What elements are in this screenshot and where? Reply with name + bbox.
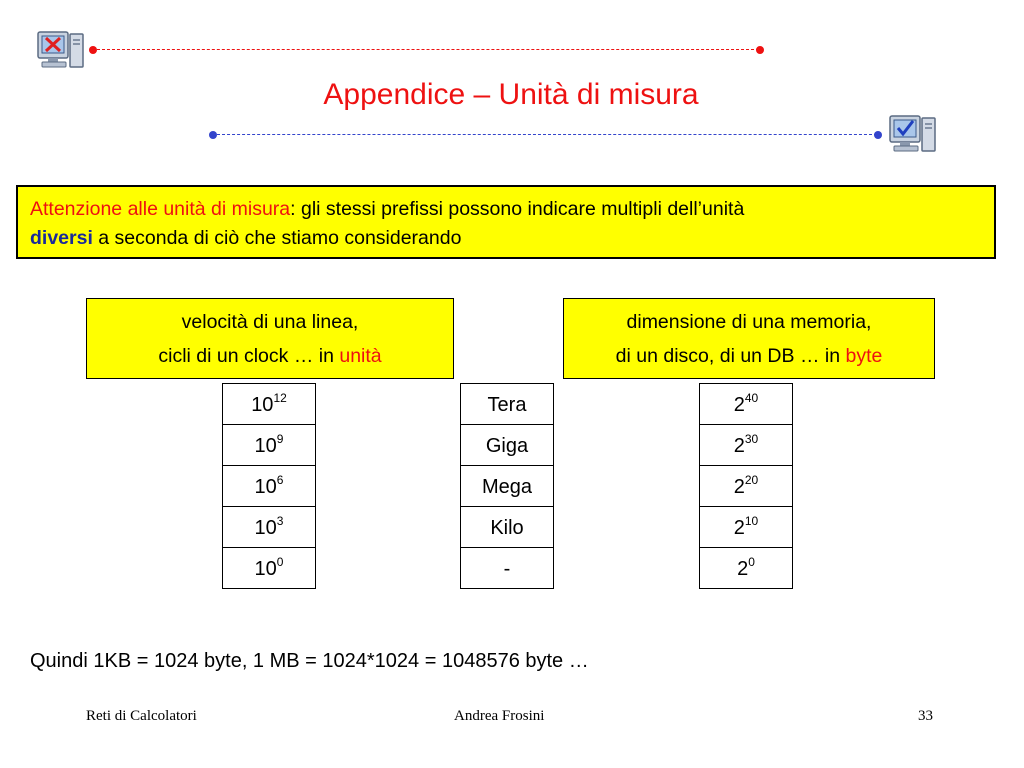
- footer-author: Andrea Frosini: [454, 708, 545, 724]
- decimal-cell: $10^3$: [222, 506, 316, 548]
- top-divider: [97, 49, 759, 50]
- divider-dot-right: [756, 46, 764, 54]
- notice-colon: :: [290, 198, 296, 220]
- decimal-cell: $10^0$: [222, 547, 316, 589]
- page-number: 33: [918, 708, 933, 724]
- binary-cell: $2^{20}$: [699, 465, 793, 507]
- line-speed-line1: velocità di una linea,: [181, 311, 359, 333]
- slide-title: Appendice – Unità di misura: [323, 78, 699, 111]
- summary-text: Quindi 1KB = 1024 byte, 1 MB = 1024*1024 = 1048576 byte …: [30, 650, 589, 672]
- decimal-cell: $10^9$: [222, 424, 316, 466]
- divider-dot-right: [874, 131, 882, 139]
- footer-course: Reti di Calcolatori: [86, 708, 197, 724]
- memory-size-unit: byte: [845, 345, 883, 367]
- binary-cell: $2^{40}$: [699, 383, 793, 425]
- binary-cell: $2^{30}$: [699, 424, 793, 466]
- binary-column: [699, 383, 793, 589]
- binary-cell: $2^0$: [699, 547, 793, 589]
- notice-text-1: gli stessi prefissi possono indicare multipli dell’unità: [295, 198, 745, 220]
- decimal-column: [222, 383, 316, 589]
- memory-size-box: [563, 298, 935, 379]
- line-speed-box: [86, 298, 454, 379]
- prefix-column: [460, 383, 554, 589]
- prefix-cell: Kilo: [460, 506, 554, 548]
- decimal-cell: $10^{12}$: [222, 383, 316, 425]
- notice-bold: diversi: [30, 227, 93, 249]
- line-speed-unit: unità: [339, 345, 382, 367]
- bottom-divider: [217, 134, 877, 135]
- prefix-cell: Mega: [460, 465, 554, 507]
- memory-size-line1: dimensione di una memoria,: [626, 311, 872, 333]
- prefix-cell: Giga: [460, 424, 554, 466]
- notice-box: [16, 185, 996, 259]
- line-speed-line2: cicli di un clock … in unità: [158, 345, 382, 367]
- computer-check-icon: [888, 112, 938, 156]
- computer-error-icon: [36, 28, 86, 72]
- notice-lead: Attenzione alle unità di misura: [30, 198, 291, 220]
- divider-dot-left: [89, 46, 97, 54]
- notice-text-2: a seconda di ciò che stiamo considerando: [92, 227, 462, 249]
- prefix-cell: Tera: [460, 383, 554, 425]
- divider-dot-left: [209, 131, 217, 139]
- binary-cell: $2^{10}$: [699, 506, 793, 548]
- decimal-cell: $10^6$: [222, 465, 316, 507]
- prefix-cell: -: [460, 547, 554, 589]
- memory-size-line2: di un disco, di un DB … in byte: [615, 345, 883, 367]
